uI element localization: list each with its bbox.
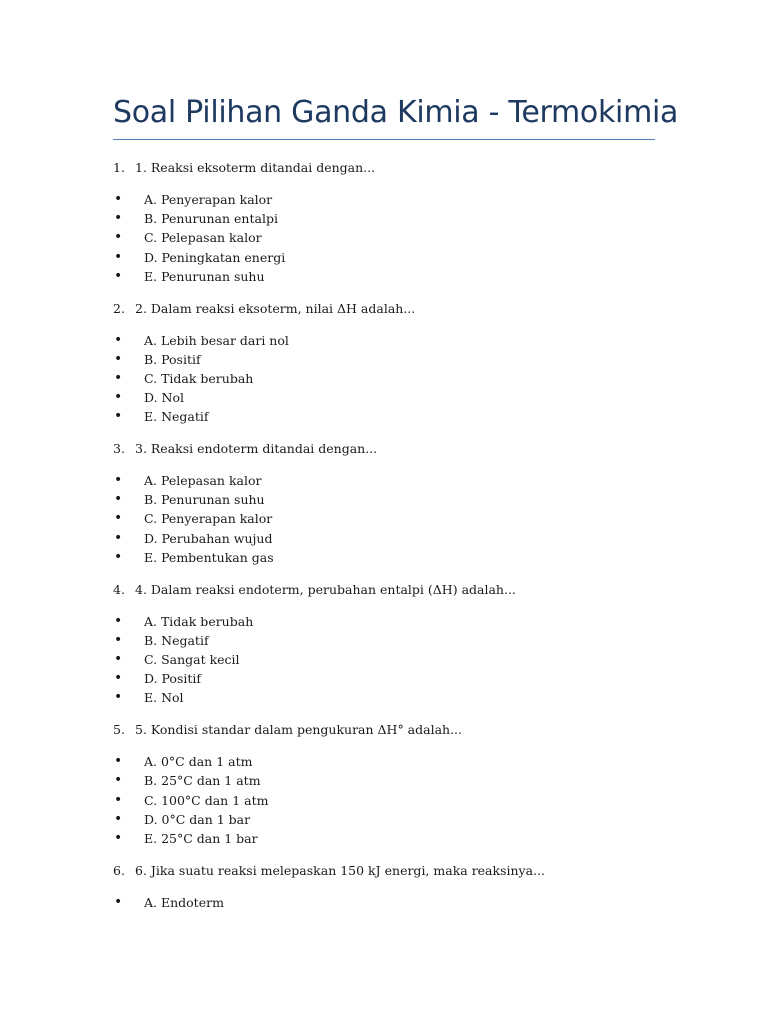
option-text: D. Nol	[144, 390, 184, 406]
question-5	[113, 720, 673, 848]
title-underline	[113, 139, 655, 140]
question-line	[113, 720, 673, 740]
question-4	[113, 580, 673, 708]
bullet-icon: •	[114, 229, 123, 246]
bullet-icon: •	[114, 689, 123, 706]
option-item	[113, 893, 673, 912]
option-text: E. 25°C dan 1 bar	[144, 830, 258, 846]
option-text: A. Penyerapan kalor	[144, 192, 273, 207]
bullet-icon: •	[114, 753, 123, 770]
bullet-icon: •	[114, 631, 123, 648]
option-item	[113, 369, 673, 388]
option-item	[113, 267, 673, 286]
page-title: Soal Pilihan Ganda Kimia - Termokimia	[113, 95, 679, 130]
option-text: B. Penurunan entalpi	[144, 211, 278, 227]
option-text: A. Pelepasan kalor	[144, 473, 262, 489]
option-item	[113, 490, 673, 509]
bullet-icon: •	[114, 791, 123, 808]
question-3	[113, 439, 673, 567]
option-text: B. 25°C dan 1 atm	[144, 773, 261, 789]
option-text: E. Pembentukan gas	[144, 549, 274, 565]
option-item	[113, 791, 673, 810]
bullet-icon: •	[114, 267, 123, 284]
option-list	[113, 612, 673, 708]
option-item	[113, 771, 673, 790]
question-text: 4. Dalam reaksi endoterm, perubahan entalpi (ΔH) adalah...	[135, 581, 516, 597]
bullet-icon: •	[114, 191, 123, 207]
bullet-icon: •	[114, 529, 123, 546]
option-item	[113, 388, 673, 407]
option-item	[113, 190, 673, 209]
question-line	[113, 158, 673, 178]
bullet-icon: •	[114, 829, 123, 846]
option-text: B. Penurunan suhu	[144, 492, 265, 508]
bullet-icon: •	[114, 472, 123, 489]
question-2	[113, 299, 673, 427]
option-item	[113, 669, 673, 688]
bullet-icon: •	[114, 369, 123, 386]
option-item	[113, 248, 673, 267]
question-line	[113, 299, 673, 319]
question-number: 2.	[113, 300, 125, 316]
option-text: C. Sangat kecil	[144, 651, 240, 667]
option-text: D. Positif	[144, 671, 202, 687]
option-item	[113, 209, 673, 228]
question-text: 2. Dalam reaksi eksoterm, nilai ΔH adalah...	[135, 300, 416, 316]
bullet-icon: •	[114, 350, 123, 367]
option-text: B. Negatif	[144, 632, 209, 648]
option-item	[113, 631, 673, 650]
option-item	[113, 471, 673, 490]
question-number: 6.	[113, 862, 125, 878]
option-item	[113, 509, 673, 528]
option-text: E. Nol	[144, 690, 184, 706]
option-text: A. Tidak berubah	[144, 613, 254, 629]
option-text: D. 0°C dan 1 bar	[144, 811, 251, 827]
question-number: 5.	[113, 722, 125, 738]
option-list	[113, 471, 673, 567]
question-text: 1. Reaksi eksoterm ditandai dengan...	[135, 160, 376, 175]
question-line	[113, 580, 673, 600]
bullet-icon: •	[114, 810, 123, 827]
option-item	[113, 752, 673, 771]
bullet-icon: •	[114, 389, 123, 406]
question-number: 4.	[113, 581, 125, 597]
option-text: B. Positif	[144, 351, 201, 367]
question-text: 6. Jika suatu reaksi melepaskan 150 kJ energi, maka reaksinya...	[135, 862, 545, 878]
option-item	[113, 548, 673, 567]
question-1	[113, 158, 673, 286]
option-text: D. Perubahan wujud	[144, 530, 273, 546]
option-text: C. 100°C dan 1 atm	[144, 792, 269, 808]
question-list	[113, 158, 673, 912]
option-item	[113, 650, 673, 669]
bullet-icon: •	[114, 510, 123, 527]
question-line	[113, 861, 673, 881]
option-item	[113, 228, 673, 247]
bullet-icon: •	[114, 893, 123, 910]
bullet-icon: •	[114, 772, 123, 789]
option-item	[113, 331, 673, 350]
option-item	[113, 829, 673, 848]
bullet-icon: •	[114, 612, 123, 629]
bullet-icon: •	[114, 210, 123, 227]
bullet-icon: •	[114, 331, 123, 348]
option-text: C. Penyerapan kalor	[144, 511, 273, 527]
option-item	[113, 688, 673, 707]
question-number: 1.	[113, 160, 125, 175]
option-item	[113, 350, 673, 369]
bullet-icon: •	[114, 670, 123, 687]
option-list	[113, 331, 673, 427]
option-item	[113, 810, 673, 829]
bullet-icon: •	[114, 548, 123, 565]
question-text: 3. Reaksi endoterm ditandai dengan...	[135, 441, 378, 457]
option-text: E. Negatif	[144, 409, 209, 425]
option-text: C. Tidak berubah	[144, 370, 254, 386]
option-text: A. Endoterm	[144, 894, 224, 910]
question-6	[113, 861, 673, 912]
option-list	[113, 190, 673, 286]
option-text: A. Lebih besar dari nol	[144, 332, 289, 348]
option-text: C. Pelepasan kalor	[144, 230, 262, 246]
option-text: A. 0°C dan 1 atm	[144, 754, 253, 770]
option-item	[113, 612, 673, 631]
option-list	[113, 893, 673, 912]
option-text: E. Penurunan suhu	[144, 268, 265, 284]
bullet-icon: •	[114, 491, 123, 508]
question-line	[113, 439, 673, 459]
option-item	[113, 529, 673, 548]
bullet-icon: •	[114, 650, 123, 667]
option-list	[113, 752, 673, 848]
option-item	[113, 407, 673, 426]
question-text: 5. Kondisi standar dalam pengukuran ΔH° adalah...	[135, 722, 462, 738]
option-text: D. Peningkatan energi	[144, 249, 286, 265]
bullet-icon: •	[114, 408, 123, 425]
question-number: 3.	[113, 441, 125, 457]
bullet-icon: •	[114, 248, 123, 265]
